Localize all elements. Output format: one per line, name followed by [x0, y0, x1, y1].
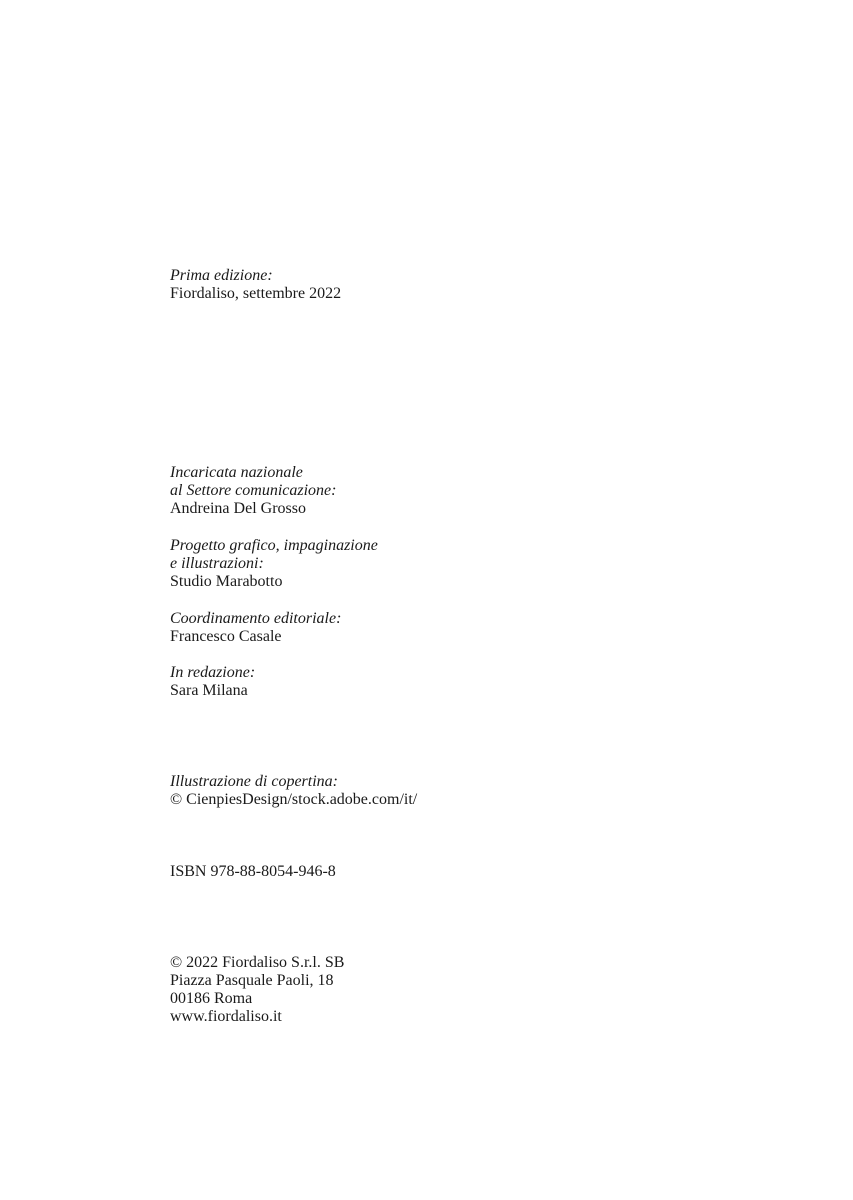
- editing-label: In redazione:: [170, 664, 256, 681]
- communication-office-block: [170, 464, 336, 518]
- cover-illustration-block: [170, 773, 417, 809]
- cover-illustration-value: © CienpiesDesign/stock.adobe.com/it/: [170, 791, 418, 808]
- copyright-line: © 2022 Fiordaliso S.r.l. SB: [170, 954, 345, 971]
- isbn-block: [170, 863, 336, 881]
- communication-office-label-line1: Incaricata nazionale: [170, 464, 303, 481]
- isbn-text: ISBN 978-88-8054-946-8: [170, 863, 336, 880]
- cover-illustration-label: Illustrazione di copertina:: [170, 773, 338, 790]
- editing-value: Sara Milana: [170, 682, 248, 699]
- graphic-design-label-line2: e illustrazioni:: [170, 555, 264, 572]
- publisher-address-city: 00186 Roma: [170, 990, 253, 1007]
- graphic-design-block: [170, 537, 378, 591]
- communication-office-value: Andreina Del Grosso: [170, 500, 306, 517]
- first-edition-block: [170, 267, 341, 303]
- editorial-coordination-block: [170, 610, 341, 646]
- graphic-design-label-line1: Progetto grafico, impaginazione: [170, 537, 378, 554]
- first-edition-value: Fiordaliso, settembre 2022: [170, 285, 342, 302]
- communication-office-label-line2: al Settore comunicazione:: [170, 482, 337, 499]
- copyright-block: [170, 954, 344, 1026]
- editorial-coordination-label: Coordinamento editoriale:: [170, 610, 342, 627]
- editorial-coordination-value: Francesco Casale: [170, 628, 282, 645]
- editing-block: [170, 664, 255, 700]
- first-edition-label: Prima edizione:: [170, 267, 273, 284]
- publisher-website: www.fiordaliso.it: [170, 1008, 282, 1025]
- graphic-design-value: Studio Marabotto: [170, 573, 283, 590]
- publisher-address-street: Piazza Pasquale Paoli, 18: [170, 972, 334, 989]
